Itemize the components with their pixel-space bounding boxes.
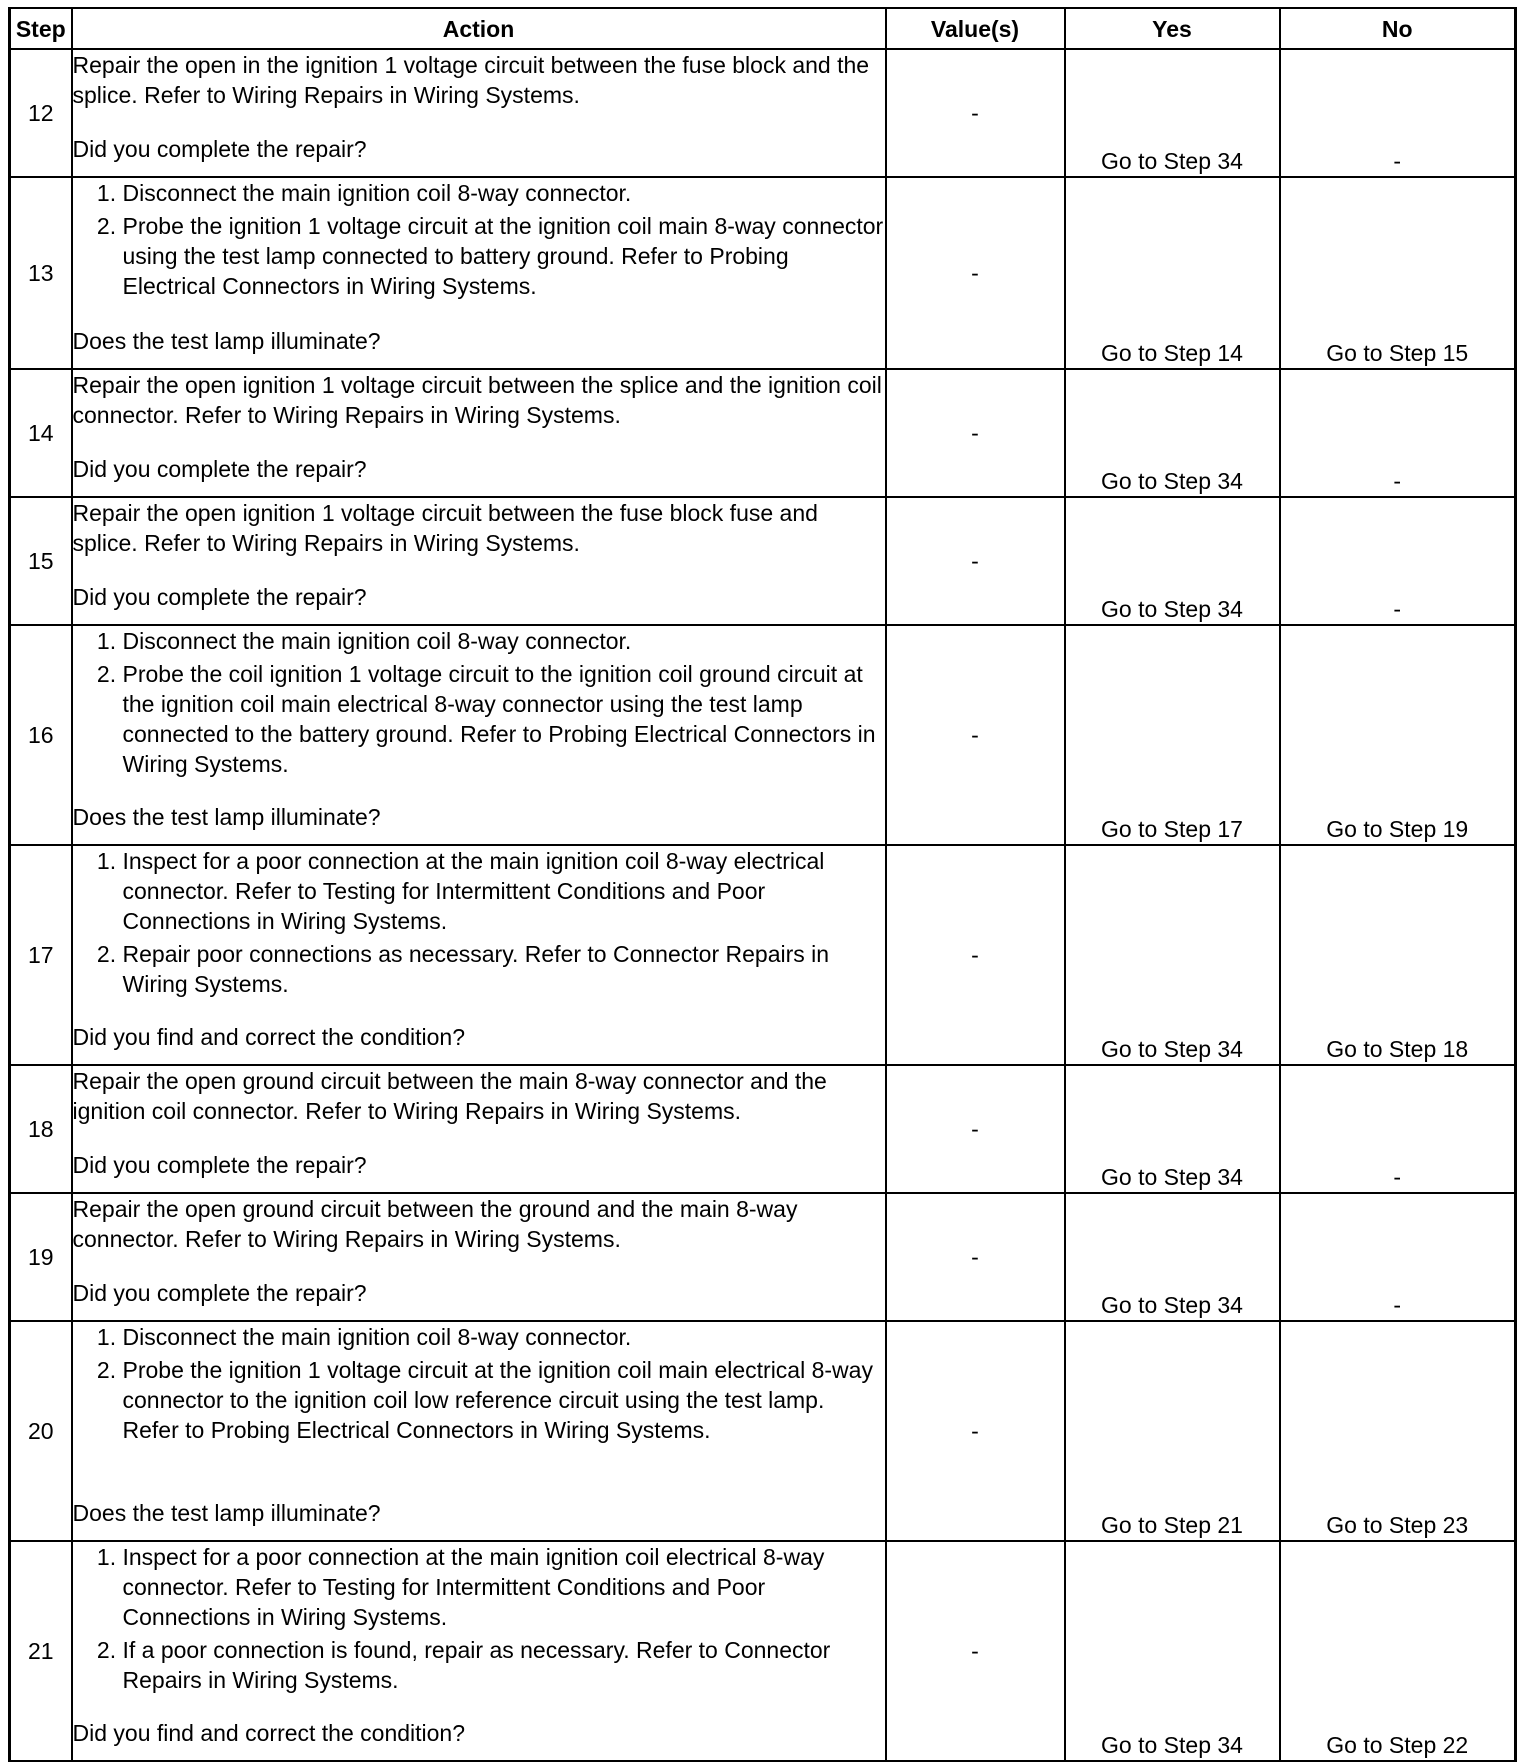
no-cell: - — [1280, 1065, 1516, 1193]
value-cell: - — [886, 1321, 1065, 1541]
value-cell: - — [886, 49, 1065, 177]
yes-cell: Go to Step 34 — [1065, 497, 1280, 625]
step-number: 19 — [10, 1193, 72, 1321]
action-question: Did you complete the repair? — [72, 584, 367, 610]
yes-cell: Go to Step 34 — [1065, 49, 1280, 177]
yes-cell: Go to Step 34 — [1065, 369, 1280, 497]
action-text: Repair the open ignition 1 voltage circuit between the fuse block fuse and splice. Refer to Wiring Repairs in Wiring Systems. — [72, 500, 818, 556]
value-cell: - — [886, 369, 1065, 497]
step-number: 16 — [10, 625, 72, 845]
action-text: Repair the open ground circuit between the main 8-way connector and the ignition coil connector. Refer to Wiring Repairs in Wiring Systems. — [72, 1068, 827, 1124]
value-cell: - — [886, 625, 1065, 845]
header-row — [10, 8, 1516, 49]
action-text: Repair the open in the ignition 1 voltage circuit between the fuse block and the splice. Refer to Wiring Repairs in Wiring Systems. — [72, 52, 870, 108]
action-steps-list — [73, 626, 885, 779]
action-step-item: 2. If a poor connection is found, repair as necessary. Refer to Connector Repairs in Wiring Systems. — [123, 1635, 885, 1695]
step-number: 18 — [10, 1065, 72, 1193]
action-question: Did you complete the repair? — [72, 456, 367, 482]
table-row — [10, 49, 1516, 177]
action-step-item: 2. Probe the coil ignition 1 voltage circuit to the ignition coil ground circuit at the ignition coil main electrical 8-way connector using the test lamp connected to the battery ground. Refer to Probing Electrical Connectors in Wiring Systems. — [123, 659, 885, 779]
action-text: Repair the open ground circuit between the ground and the main 8-way connector. Refer to Wiring Repairs in Wiring Systems. — [72, 1196, 798, 1252]
no-cell: Go to Step 23 — [1280, 1321, 1516, 1541]
action-step-item: 2. Repair poor connections as necessary. Refer to Connector Repairs in Wiring Systems. — [123, 939, 885, 999]
action-question: Did you find and correct the condition? — [72, 1720, 466, 1746]
action-question: Did you complete the repair? — [72, 136, 367, 162]
no-cell: Go to Step 15 — [1280, 177, 1516, 369]
step-number: 21 — [10, 1541, 72, 1761]
action-cell — [72, 625, 886, 845]
action-cell — [72, 177, 886, 369]
action-question: Did you complete the repair? — [72, 1280, 367, 1306]
action-cell — [72, 1193, 886, 1321]
action-step-item: 1. Inspect for a poor connection at the main ignition coil 8-way electrical connector. Refer to Testing for Intermittent Conditions and Poor Connections in Wiring Systems. — [123, 846, 885, 936]
value-cell: - — [886, 497, 1065, 625]
table-row — [10, 1193, 1516, 1321]
action-step-item: 1. Disconnect the main ignition coil 8-way connector. — [123, 626, 885, 656]
action-step-item: 1. Inspect for a poor connection at the main ignition coil electrical 8-way connector. Refer to Testing for Intermittent Conditions and Poor Connections in Wiring Systems. — [123, 1542, 885, 1632]
yes-cell: Go to Step 21 — [1065, 1321, 1280, 1541]
value-cell: - — [886, 845, 1065, 1065]
step-number: 17 — [10, 845, 72, 1065]
table-row — [10, 1065, 1516, 1193]
value-cell: - — [886, 1541, 1065, 1761]
no-cell: - — [1280, 49, 1516, 177]
no-cell: Go to Step 22 — [1280, 1541, 1516, 1761]
action-step-item: 1. Disconnect the main ignition coil 8-way connector. — [123, 1322, 885, 1352]
action-step-item: 1. Disconnect the main ignition coil 8-way connector. — [123, 178, 885, 208]
action-cell — [72, 1541, 886, 1761]
action-steps-list — [73, 1542, 885, 1695]
table-row — [10, 1321, 1516, 1541]
action-step-item: 2. Probe the ignition 1 voltage circuit at the ignition coil main 8-way connector using the test lamp connected to battery ground. Refer to Probing Electrical Connectors in Wiring Systems. — [123, 211, 885, 301]
no-cell: Go to Step 19 — [1280, 625, 1516, 845]
action-question: Did you complete the repair? — [72, 1152, 367, 1178]
header-action: Action — [72, 8, 886, 49]
action-steps-list — [73, 846, 885, 999]
table-row — [10, 369, 1516, 497]
table-row — [10, 845, 1516, 1065]
step-number: 20 — [10, 1321, 72, 1541]
action-steps-list — [73, 178, 885, 301]
table-row — [10, 1541, 1516, 1761]
action-cell — [72, 497, 886, 625]
yes-cell: Go to Step 34 — [1065, 1065, 1280, 1193]
yes-cell: Go to Step 17 — [1065, 625, 1280, 845]
action-cell — [72, 369, 886, 497]
step-number: 12 — [10, 49, 72, 177]
table-row — [10, 497, 1516, 625]
yes-cell: Go to Step 34 — [1065, 845, 1280, 1065]
action-question: Does the test lamp illuminate? — [72, 1500, 381, 1526]
no-cell: - — [1280, 369, 1516, 497]
table-row — [10, 177, 1516, 369]
step-number: 13 — [10, 177, 72, 369]
action-cell — [72, 845, 886, 1065]
value-cell: - — [886, 1193, 1065, 1321]
header-values: Value(s) — [886, 8, 1065, 49]
no-cell: Go to Step 18 — [1280, 845, 1516, 1065]
header-yes: Yes — [1065, 8, 1280, 49]
action-question: Did you find and correct the condition? — [72, 1024, 466, 1050]
action-cell — [72, 49, 886, 177]
value-cell: - — [886, 1065, 1065, 1193]
no-cell: - — [1280, 497, 1516, 625]
action-cell — [72, 1065, 886, 1193]
diagnostic-table — [8, 7, 1517, 1762]
action-text: Repair the open ignition 1 voltage circuit between the splice and the ignition coil connector. Refer to Wiring Repairs in Wiring Systems. — [72, 372, 882, 428]
action-cell — [72, 1321, 886, 1541]
action-question: Does the test lamp illuminate? — [72, 804, 381, 830]
header-step: Step — [10, 8, 72, 49]
table-row — [10, 625, 1516, 845]
step-number: 14 — [10, 369, 72, 497]
table-body — [10, 49, 1516, 1761]
no-cell: - — [1280, 1193, 1516, 1321]
yes-cell: Go to Step 34 — [1065, 1193, 1280, 1321]
action-step-item: 2. Probe the ignition 1 voltage circuit at the ignition coil main electrical 8-way connector to the ignition coil low reference circuit using the test lamp. Refer to Probing Electrical Connectors in Wiring Systems. — [123, 1355, 885, 1445]
action-question: Does the test lamp illuminate? — [72, 328, 381, 354]
yes-cell: Go to Step 14 — [1065, 177, 1280, 369]
action-steps-list — [73, 1322, 885, 1445]
step-number: 15 — [10, 497, 72, 625]
value-cell: - — [886, 177, 1065, 369]
yes-cell: Go to Step 34 — [1065, 1541, 1280, 1761]
header-no: No — [1280, 8, 1516, 49]
